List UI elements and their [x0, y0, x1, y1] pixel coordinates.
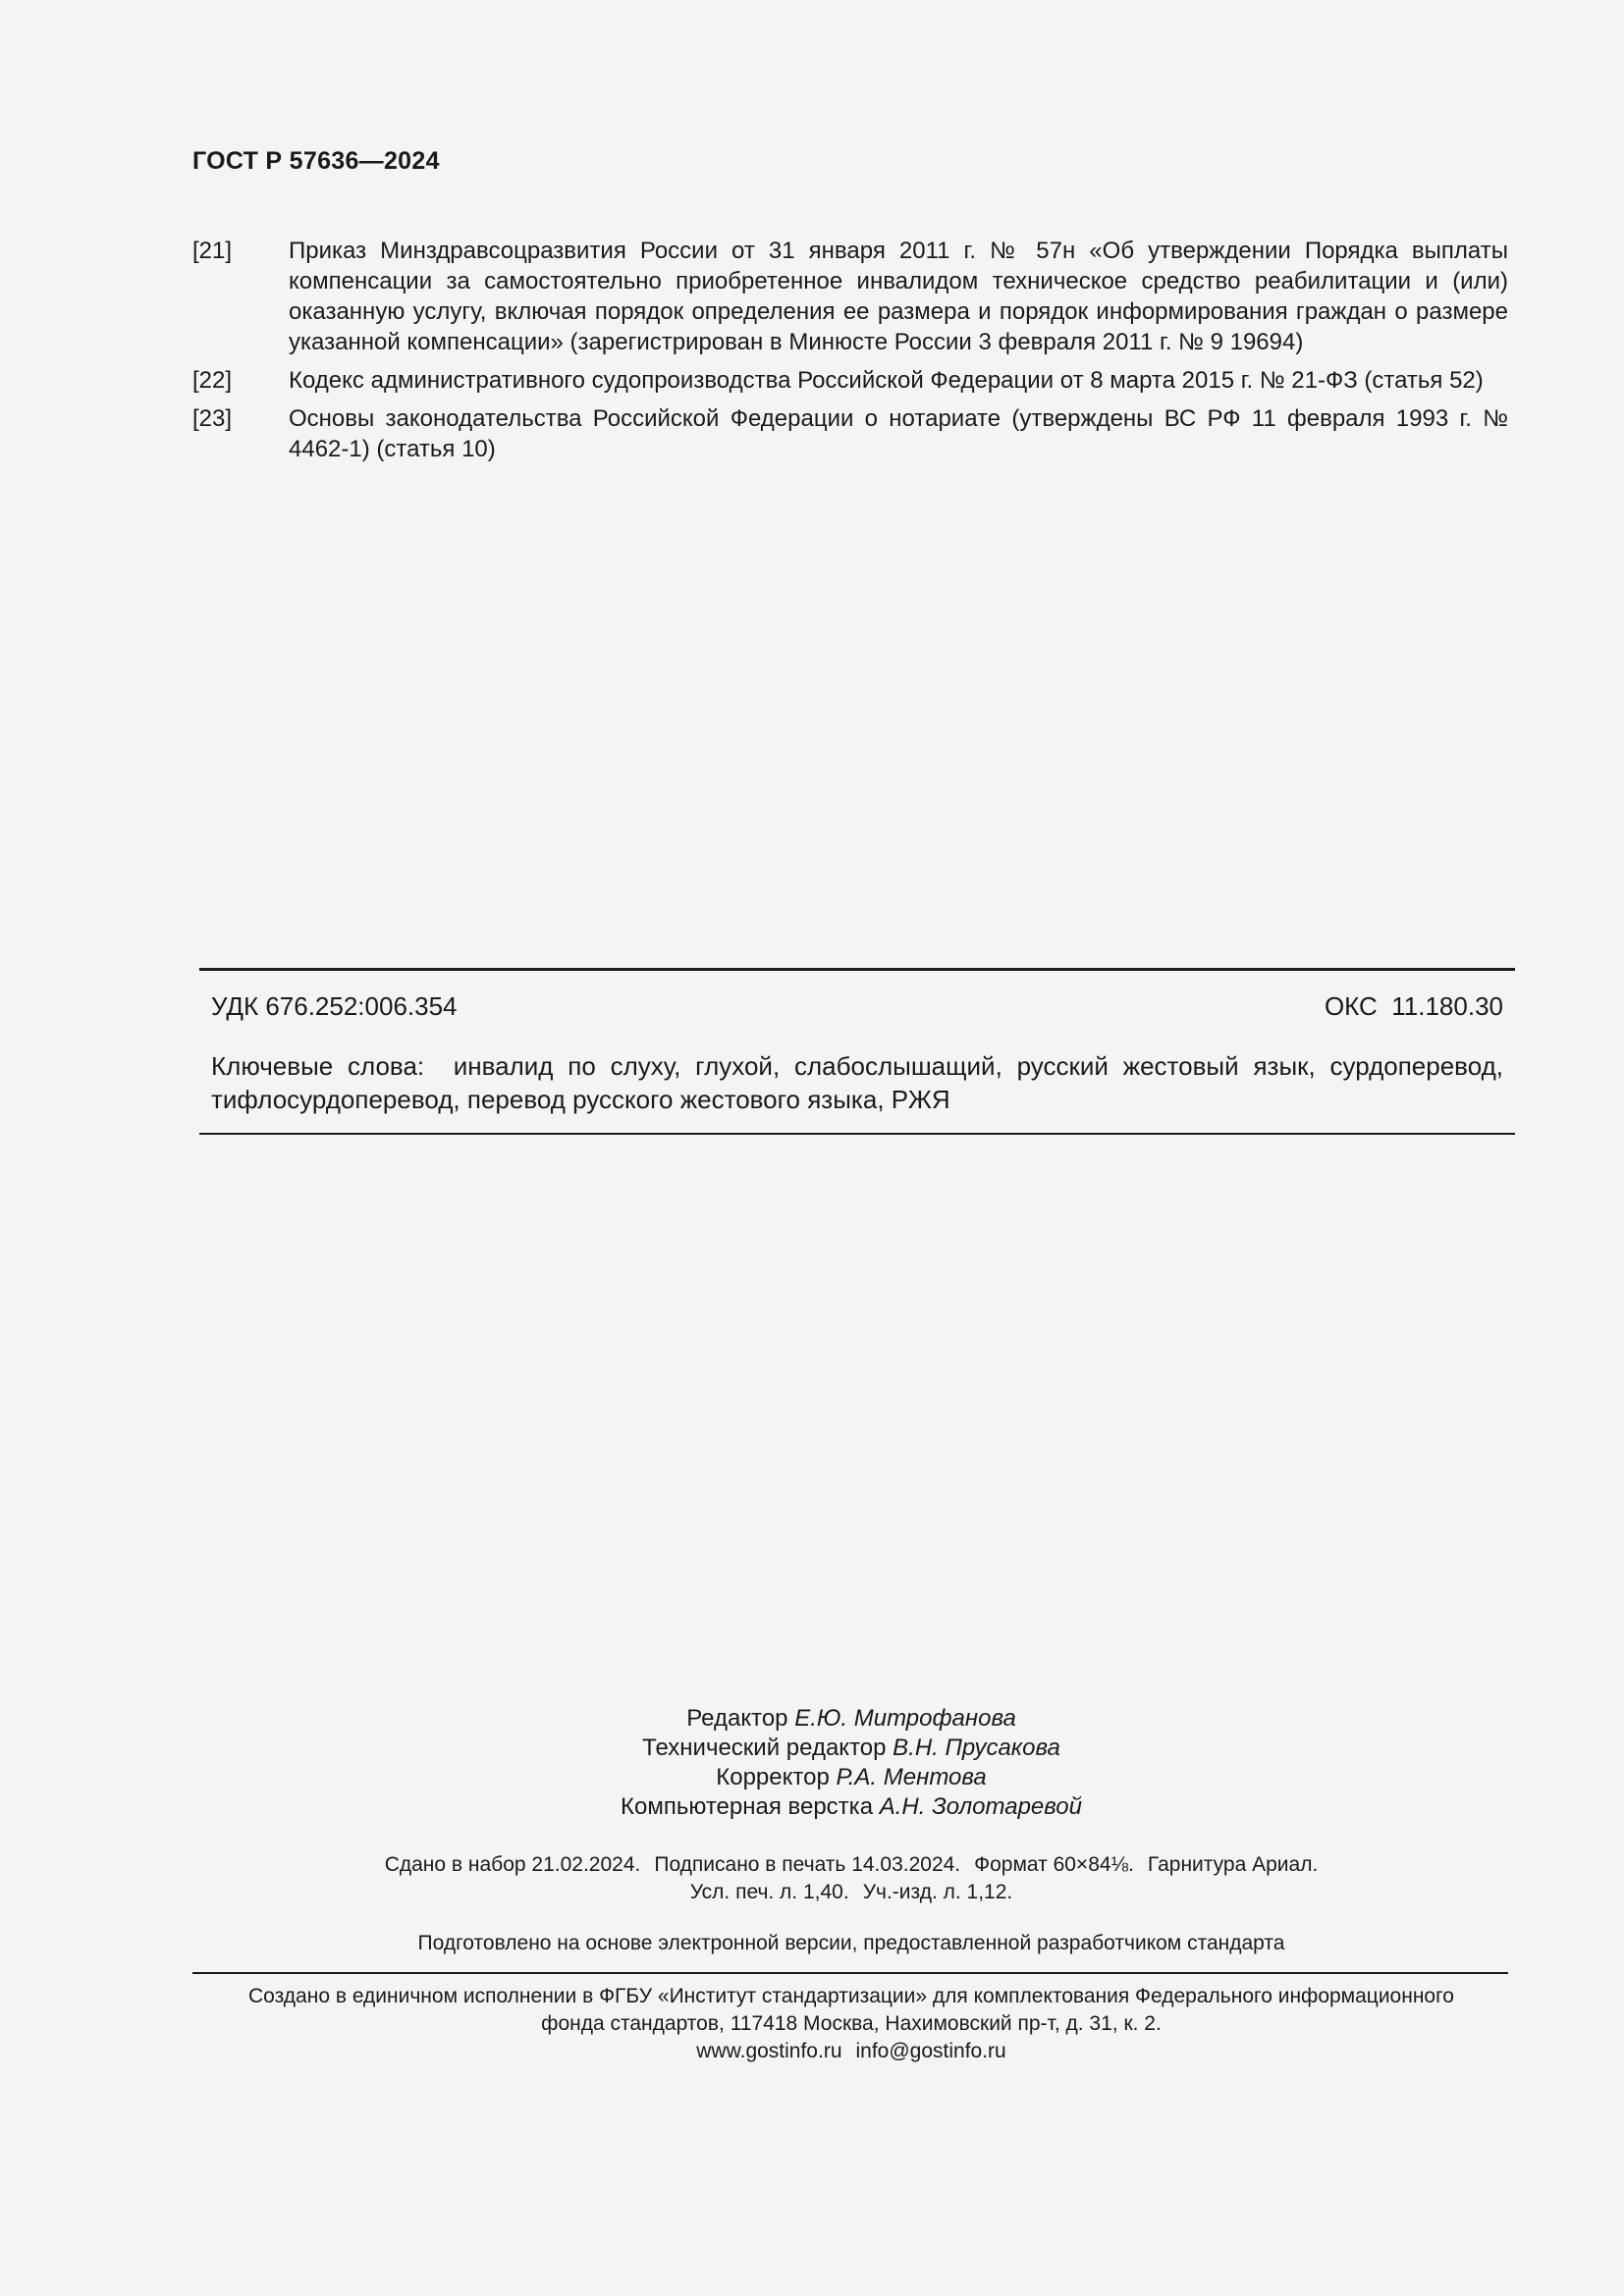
oks-code: ОКС 11.180.30: [1324, 991, 1503, 1021]
reference-number: [21]: [192, 238, 233, 264]
created-line-1: Создано в единичном исполнении в ФГБУ «Институт стандартизации» для комплектования Федерального информационного: [248, 1985, 1454, 2007]
reference-number: [23]: [192, 405, 233, 432]
reference-text: Приказ Минздравсоцразвития России от 31 января 2011 г. № 57н «Об утверждении Порядка выплаты компенсации за самостоятельно приобретенное инвалидом техническое средство реабилитации и (или) оказанную услугу, включая порядок определения ее размера и порядок информирования граждан о размере указанной компенсации» (зарегистрирован в Минюсте России 3 февраля 2011 г. № 9 19694): [289, 238, 1508, 355]
credits-block: [0, 1704, 1624, 1822]
credit-tech-editor: Технический редактор В.Н. Прусакова: [642, 1735, 1060, 1761]
footer-divider: [192, 1972, 1508, 1974]
layout-name: А.Н. Золотаревой: [879, 1793, 1082, 1820]
tech-editor-name: В.Н. Прусакова: [893, 1735, 1060, 1761]
reference-text: Основы законодательства Российской Федерации о нотариате (утверждены ВС РФ 11 февраля 1993 г. № 4462-1) (статья 10): [289, 405, 1508, 462]
reference-text: Кодекс административного судопроизводства Российской Федерации от 8 марта 2015 г. № 21-ФЗ (статья 52): [289, 367, 1484, 394]
created-note: [0, 1983, 1624, 2065]
reference-number: [22]: [192, 367, 233, 394]
prepared-note: Подготовлено на основе электронной версии, предоставленной разработчиком стандарта: [417, 1932, 1285, 1954]
print-info: [0, 1851, 1624, 1906]
keywords: Ключевые слова: инвалид по слуху, глухой, слабослышащий, русский жестовый язык, сурдоперевод, тифлосурдоперевод, перевод русского жестового языка, РЖЯ: [211, 1051, 1511, 1114]
credit-layout: Компьютерная верстка А.Н. Золотаревой: [621, 1793, 1082, 1820]
print-info-line-2: Усл. печ. л. 1,40. Уч.-изд. л. 1,12.: [689, 1881, 1013, 1903]
contact-links: [0, 2038, 1624, 2065]
document-header-title: ГОСТ Р 57636—2024: [192, 147, 440, 175]
reference-item-21: [192, 236, 1508, 357]
credit-editor: Редактор Е.Ю. Митрофанова: [686, 1705, 1016, 1732]
reference-item-22: [192, 365, 1508, 396]
website-link[interactable]: www.gostinfo.ru: [696, 2040, 842, 2062]
references-list: [192, 236, 1508, 472]
reference-item-23: [192, 403, 1508, 464]
editor-name: Е.Ю. Митрофанова: [794, 1705, 1016, 1732]
udk-code: УДК 676.252:006.354: [211, 991, 458, 1021]
corrector-name: Р.А. Ментова: [836, 1764, 987, 1790]
classification-codes-row: [211, 990, 1503, 1022]
created-line-2: фонда стандартов, 117418 Москва, Нахимовский пр-т, д. 31, к. 2.: [541, 2012, 1162, 2035]
credit-corrector: Корректор Р.А. Ментова: [716, 1764, 987, 1790]
email-link[interactable]: info@gostinfo.ru: [855, 2040, 1006, 2062]
print-info-line-1: Сдано в набор 21.02.2024. Подписано в печать 14.03.2024. Формат 60×84⅛. Гарнитура Ариал.: [384, 1853, 1319, 1876]
classification-block: [199, 968, 1515, 1135]
